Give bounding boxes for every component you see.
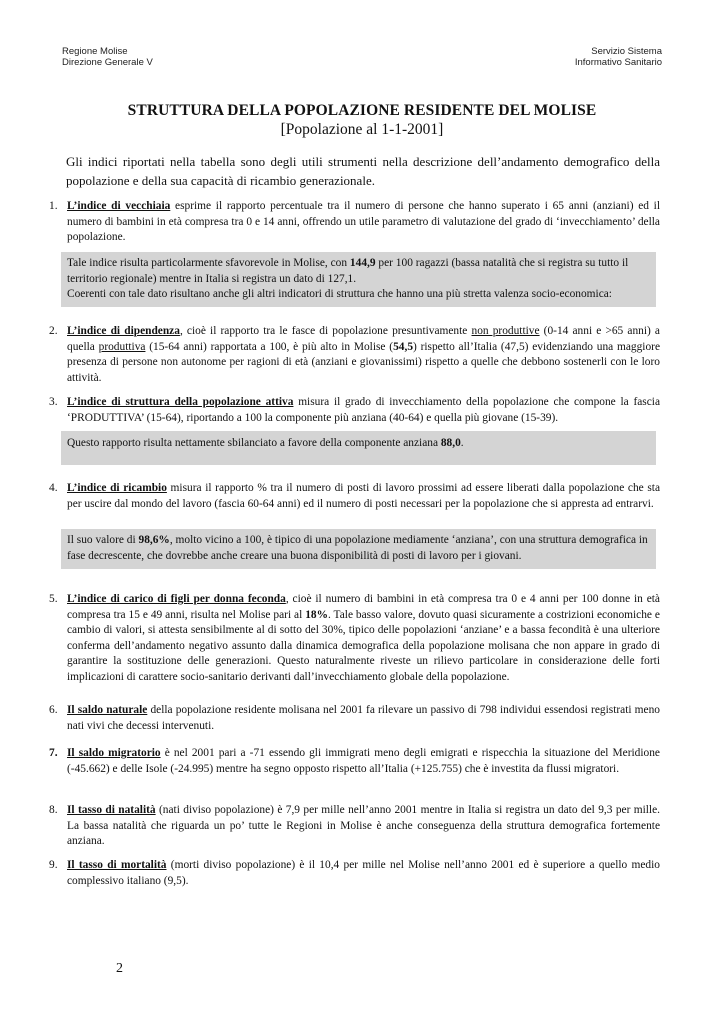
item-term: L’indice di dipendenza	[67, 325, 180, 337]
item-underlined: non produttive	[471, 325, 540, 337]
item-number: 8.	[49, 804, 58, 816]
item-number: 9.	[49, 859, 58, 871]
header-region: Regione Molise	[62, 46, 128, 57]
box-text: Questo rapporto risulta nettamente sbilanciato a favore della componente anziana	[67, 437, 441, 449]
header-right	[575, 46, 662, 68]
item-text: (15-64 anni) rapportata a 100, è più alto in Molise (	[145, 340, 394, 353]
list-item-4	[49, 481, 660, 512]
item-term: Il saldo naturale	[67, 704, 148, 716]
item-number: 7.	[49, 747, 58, 759]
item-text: misura il grado di invecchiamento della popolazione che compone la fascia ‘PRODUTTIVA’ (15-64), riportando a 100 la componente più anziana (40-64) e quella più giovane (15-39).	[67, 396, 661, 424]
header-service-2: Informativo Sanitario	[574, 57, 662, 68]
box-text: Tale indice risulta particolarmente sfavorevole in Molise, con	[67, 257, 350, 269]
item-term: L’indice di struttura della popolazione attiva	[67, 396, 294, 408]
list-item-2	[49, 324, 660, 386]
item-text: della popolazione residente molisana nel 2001 fa rilevare un passivo di 798 individui essendosi registrati meno nati vivi che decessi intervenuti.	[67, 704, 660, 732]
item-term: Il saldo migratorio	[67, 747, 161, 759]
highlight-box-1	[61, 252, 656, 307]
list-item-5	[49, 592, 660, 685]
item-text: . Tale basso valore, dovuto quasi sicuramente a costrizioni economiche e cambio di valori, si attesta sensibilmente al di sotto del 30%, tipico delle popolazioni ‘anziane’ e a bassa fecondità è una ulteriore conferma dell’andamento negativo assunto dalla dinamica demografica della popolazione molisana che non appare in grado di garantire la sostituzione delle generazioni. Questo naturalmente riveste un rilievo particolare in considerazione delle forti implicazioni di carattere socio-sanitario derivanti dall’invecchiamento globale della popolazione.	[67, 608, 660, 683]
list-item-3	[49, 395, 660, 426]
item-number: 4.	[49, 482, 58, 494]
item-text: è nel 2001 pari a -71 essendo gli immigrati meno degli emigrati e rispecchia la situazione del Meridione (-45.662) e delle Isole (-24.995) mentre ha segno opposto rispetto all’Italia (+125.755) che è investita da flussi migratori.	[67, 747, 660, 775]
list-item-8	[49, 803, 660, 850]
item-term: L’indice di carico di figli per donna feconda	[67, 593, 286, 605]
item-text: (0-14 anni e >65 anni) a quella	[67, 325, 660, 353]
highlight-box-3	[61, 529, 656, 569]
item-term: Il tasso di mortalità	[67, 859, 167, 871]
box-text: Coerenti con tale dato risultano anche gli altri indicatori di struttura che hanno una più stretta valenza socio-economica:	[67, 288, 612, 300]
item-value: 54,5	[393, 340, 414, 353]
box-text: .	[460, 437, 464, 449]
item-number: 6.	[49, 704, 58, 716]
header-left	[62, 46, 153, 68]
item-text: (nati diviso popolazione) è 7,9 per mille nell’anno 2001 mentre in Italia si registra un dato del 9,3 per mille. La bassa natalità che riguarda un po’ tutte le Regioni in Molise è anche conseguenza della struttura demografica fortemente anziana.	[67, 804, 660, 847]
item-text: misura il rapporto % tra il numero di posti di lavoro prossimi ad essere liberati dalla popolazione che sta per uscire dal mondo del lavoro (fascia 60-64 anni) ed il numero di posti necessari per la popolazione che si appresta ad entrarvi.	[67, 482, 660, 510]
item-number: 1.	[49, 200, 58, 212]
list-item-6	[49, 703, 660, 734]
box-text: per 100 ragazzi (bassa natalità che si registra su tutto il territorio regionale) mentre in Italia si registra un dato di 127,1.	[67, 257, 629, 285]
page-subtitle: [Popolazione al 1-1-2001]	[280, 121, 444, 138]
header-service: Servizio Sistema	[591, 46, 662, 57]
item-text: , cioè il numero di bambini in età compresa tra 0 e 4 anni per 100 donne in età compresa tra 15 e 49 anni, risulta nel Molise pari al	[67, 593, 660, 621]
box-text: , molto vicino a 100, è tipico di una popolazione mediamente ‘anziana’, con una struttura demografica in fase decrescente, che dovrebbe anche creare una buona disponibilità di posti di lavoro per i giovani.	[67, 534, 648, 562]
highlight-box-2	[61, 431, 656, 465]
item-term: Il tasso di natalità	[67, 804, 156, 816]
item-text: , cioè il rapporto tra le fasce di popolazione presuntivamente	[179, 325, 472, 337]
box-value: 88,0	[440, 437, 461, 449]
item-number: 5.	[49, 593, 58, 605]
list-item-7	[49, 746, 660, 777]
header-directorate: Direzione Generale V	[62, 57, 153, 68]
box-value: 144,9	[349, 257, 376, 269]
item-number: 3.	[49, 396, 58, 408]
item-text: (morti diviso popolazione) è il 10,4 per mille nel Molise nell’anno 2001 ed è superiore a quello medio complessivo italiano (9,5).	[67, 859, 660, 887]
item-term: L’indice di ricambio	[67, 482, 167, 494]
box-text: Il suo valore di	[67, 534, 139, 546]
item-term: L’indice di vecchiaia	[67, 200, 171, 212]
item-text: ) rispetto all’Italia (47,5) evidenziando una maggiore presenza di persone non autonome per ragioni di età (anziani e giovanissimi) rispetto a quelle che debbono sostenerli con le loro attività.	[67, 340, 660, 384]
list-item-9	[49, 858, 660, 889]
intro-paragraph: Gli indici riportati nella tabella sono degli utili strumenti nella descrizione dell’andamento demografico della popolazione e della sua capacità di ricambio generazionale.	[66, 154, 660, 188]
item-underlined: produttiva	[98, 340, 146, 353]
item-number: 2.	[49, 325, 58, 337]
item-value: 18%	[305, 608, 328, 621]
page-title: STRUTTURA DELLA POPOLAZIONE RESIDENTE DEL MOLISE	[127, 102, 597, 119]
page-number: 2	[116, 961, 123, 976]
item-text: esprime il rapporto percentuale tra il numero di persone che hanno superato i 65 anni (anziani) ed il numero di bambini in età compresa tra 0 e 14 anni, offrendo un utile parametro di valutazione del grado di ‘invecchiamento’ della popolazione.	[67, 200, 661, 243]
box-value: 98,6%	[138, 534, 170, 546]
list-item-1	[49, 199, 660, 246]
